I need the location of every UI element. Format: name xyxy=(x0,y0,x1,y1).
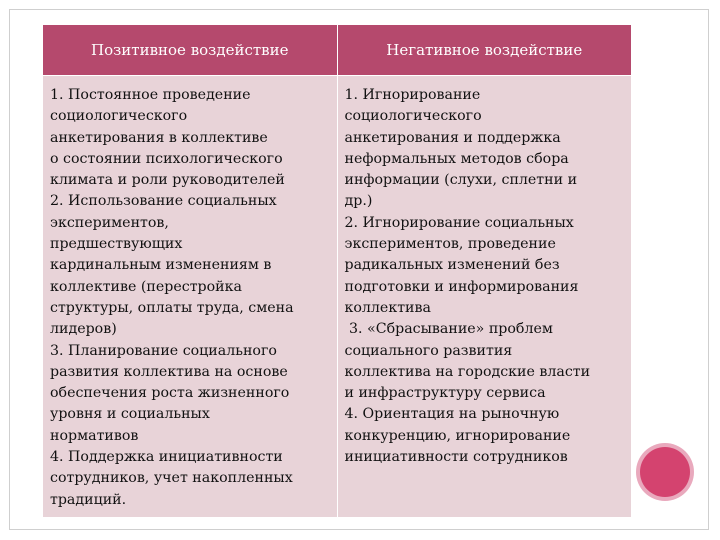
negative-cell xyxy=(337,76,632,518)
negative-line: коллектива на городские власти xyxy=(344,363,591,380)
positive-line: 2. Использование социальных xyxy=(50,193,277,210)
negative-line: 3. «Сбрасывание» проблем xyxy=(344,321,553,338)
positive-line: климата и роли руководителей xyxy=(50,172,285,189)
positive-line: предшествующих xyxy=(50,236,183,253)
negative-line: социологического xyxy=(344,108,482,125)
positive-line: кардинальным изменениям в xyxy=(50,257,272,274)
table-header-row xyxy=(43,25,632,76)
positive-line: обеспечения роста жизненного xyxy=(50,385,290,402)
negative-line: подготовки и информирования xyxy=(344,278,579,295)
negative-line: 1. Игнорирование xyxy=(344,87,481,103)
negative-line: социального развития xyxy=(344,342,513,359)
negative-line: 4. Ориентация на рыночную xyxy=(344,406,560,423)
positive-text xyxy=(50,85,331,511)
comparison-table xyxy=(42,24,632,518)
positive-line: уровня и социальных xyxy=(50,406,210,423)
negative-line: коллектива xyxy=(344,299,431,316)
negative-line: информации (слухи, сплетни и xyxy=(344,172,578,189)
header-positive: Позитивное воздействие xyxy=(43,25,338,76)
positive-line: анкетирования в коллективе xyxy=(50,129,268,146)
positive-line: 3. Планирование социального xyxy=(50,342,277,359)
negative-line: инициативности сотрудников xyxy=(344,449,568,466)
positive-line: структуры, оплаты труда, смена xyxy=(50,299,294,316)
positive-cell xyxy=(43,76,338,518)
negative-line: 2. Игнорирование социальных xyxy=(344,214,574,231)
positive-line: экспериментов, xyxy=(50,214,169,231)
negative-text xyxy=(345,85,626,468)
positive-line: сотрудников, учет накопленных xyxy=(50,470,293,487)
negative-line: экспериментов, проведение xyxy=(344,236,556,253)
positive-line: коллективе (перестройка xyxy=(50,278,242,295)
decorative-circle xyxy=(640,447,690,497)
positive-line: социологического xyxy=(50,108,188,125)
positive-line: лидеров) xyxy=(50,321,117,338)
positive-line: нормативов xyxy=(50,427,139,444)
positive-line: развития коллектива на основе xyxy=(50,363,288,380)
table-row xyxy=(43,76,632,518)
negative-line: др.) xyxy=(344,193,373,210)
header-negative: Негативное воздействие xyxy=(337,25,632,76)
negative-line: неформальных методов сбора xyxy=(344,150,569,167)
positive-line: 1. Постоянное проведение xyxy=(50,87,251,103)
positive-line: 4. Поддержка инициативности xyxy=(50,449,283,466)
negative-line: и инфраструктуру сервиса xyxy=(344,385,546,402)
negative-line: конкуренцию, игнорирование xyxy=(344,427,571,444)
negative-line: анкетирования и поддержка xyxy=(344,129,561,146)
negative-line: радикальных изменений без xyxy=(344,257,560,274)
positive-line: о состоянии психологического xyxy=(50,150,283,167)
positive-line: традиций. xyxy=(50,491,127,508)
